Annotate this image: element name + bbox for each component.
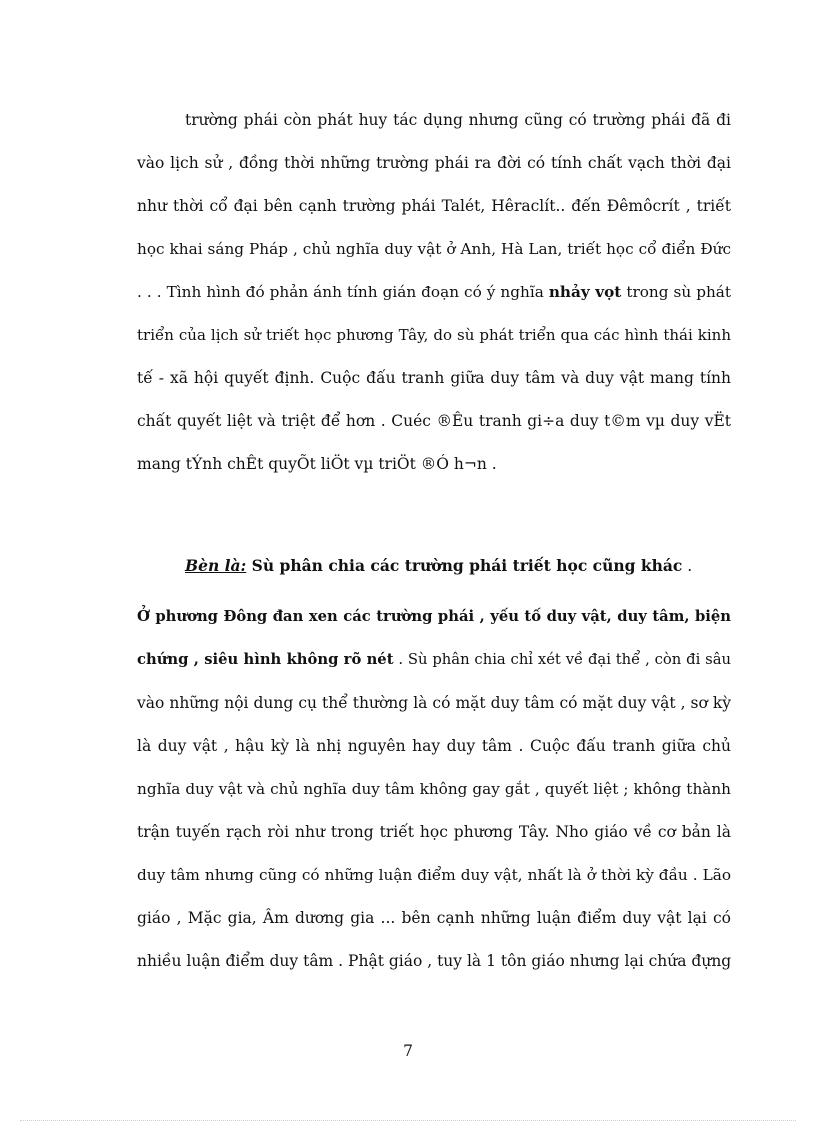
paragraph2-line-5: nghĩa duy vật và chủ nghĩa duy tâm không gay gắt , quyết liệt ; không thành bbox=[137, 780, 731, 798]
page-number: 7 bbox=[403, 1042, 413, 1060]
paragraph1-line-5 bbox=[137, 281, 731, 303]
paragraph2-line-4: là duy vật , hậu kỳ là nhị nguyên hay duy tâm . Cuộc đấu tranh giữa chủ bbox=[137, 737, 731, 755]
paragraph1-line-3: như thời cổ đại bên cạnh trường phái Talét, Hêraclít.. đến Đêmôcrít , triết bbox=[137, 197, 731, 215]
paragraph1-line-1: trường phái còn phát huy tác dụng nhưng cũng có trường phái đã đi bbox=[185, 111, 731, 129]
paragraph2-line-2-bold: chứng , siêu hình không rõ nét bbox=[137, 651, 394, 668]
paragraph1-line-5-end: trong sù phát bbox=[621, 283, 731, 301]
section-heading bbox=[185, 555, 731, 577]
heading-trailing: . bbox=[682, 557, 693, 575]
paragraph2-line-3: vào những nội dung cụ thể thường là có mặt duy tâm có mặt duy vật , sơ kỳ bbox=[137, 694, 731, 712]
heading-text: Sù phân chia các trường phái triết học cũng khác bbox=[246, 556, 683, 575]
paragraph2-line-7: duy tâm nhưng cũng có những luận điểm duy vật, nhất là ở thời kỳ đầu . Lão bbox=[137, 866, 731, 884]
paragraph2-line-2-rest: . Sù phân chia chỉ xét về đại thể , còn đi sâu bbox=[393, 651, 731, 668]
paragraph2-line-2 bbox=[137, 649, 731, 671]
paragraph1-line-8: chất quyết liệt và triệt để hơn . Cuéc ®Êu tranh gi÷a duy t©m vµ duy vËt bbox=[137, 412, 731, 430]
paragraph2-line-6: trận tuyến rạch ròi như trong triết học phương Tây. Nho giáo về cơ bản là bbox=[137, 823, 731, 841]
paragraph2-bold-line-1: Ở phương Đông đan xen các trường phái , yếu tố duy vật, duy tâm, biện bbox=[137, 608, 731, 625]
paragraph1-line-6: triển của lịch sử triết học phương Tây, do sù phát triển qua các hình thái kinh bbox=[137, 326, 731, 344]
paragraph1-line-5-start: . . . Tình hình đó phản ánh tính gián đoạn có ý nghĩa bbox=[137, 283, 549, 301]
paragraph2-line-8: giáo , Mặc gia, Âm dương gia ... bên cạnh những luận điểm duy vật lại có bbox=[137, 909, 731, 927]
heading-label: Bèn là: bbox=[185, 556, 247, 575]
paragraph2-line-9: nhiều luận điểm duy tâm . Phật giáo , tuy là 1 tôn giáo nhưng lại chứa đựng bbox=[137, 952, 732, 970]
paragraph1-line-7: tế - xã hội quyết định. Cuộc đấu tranh giữa duy tâm và duy vật mang tính bbox=[137, 369, 731, 387]
emphasis-nhay-vot: nhảy vọt bbox=[548, 283, 622, 301]
paragraph1-line-9: mang tÝnh chÊt quyÕt liÖt vµ triÖt ®Ó h¬n . bbox=[137, 455, 497, 473]
paragraph1-line-2: vào lịch sử , đồng thời những trường phái ra đời có tính chất vạch thời đại bbox=[137, 154, 731, 172]
paragraph1-line-4: học khai sáng Pháp , chủ nghĩa duy vật ở Anh, Hà Lan, triết học cổ điển Đức bbox=[137, 240, 731, 258]
page-bottom-rule bbox=[20, 1120, 796, 1121]
